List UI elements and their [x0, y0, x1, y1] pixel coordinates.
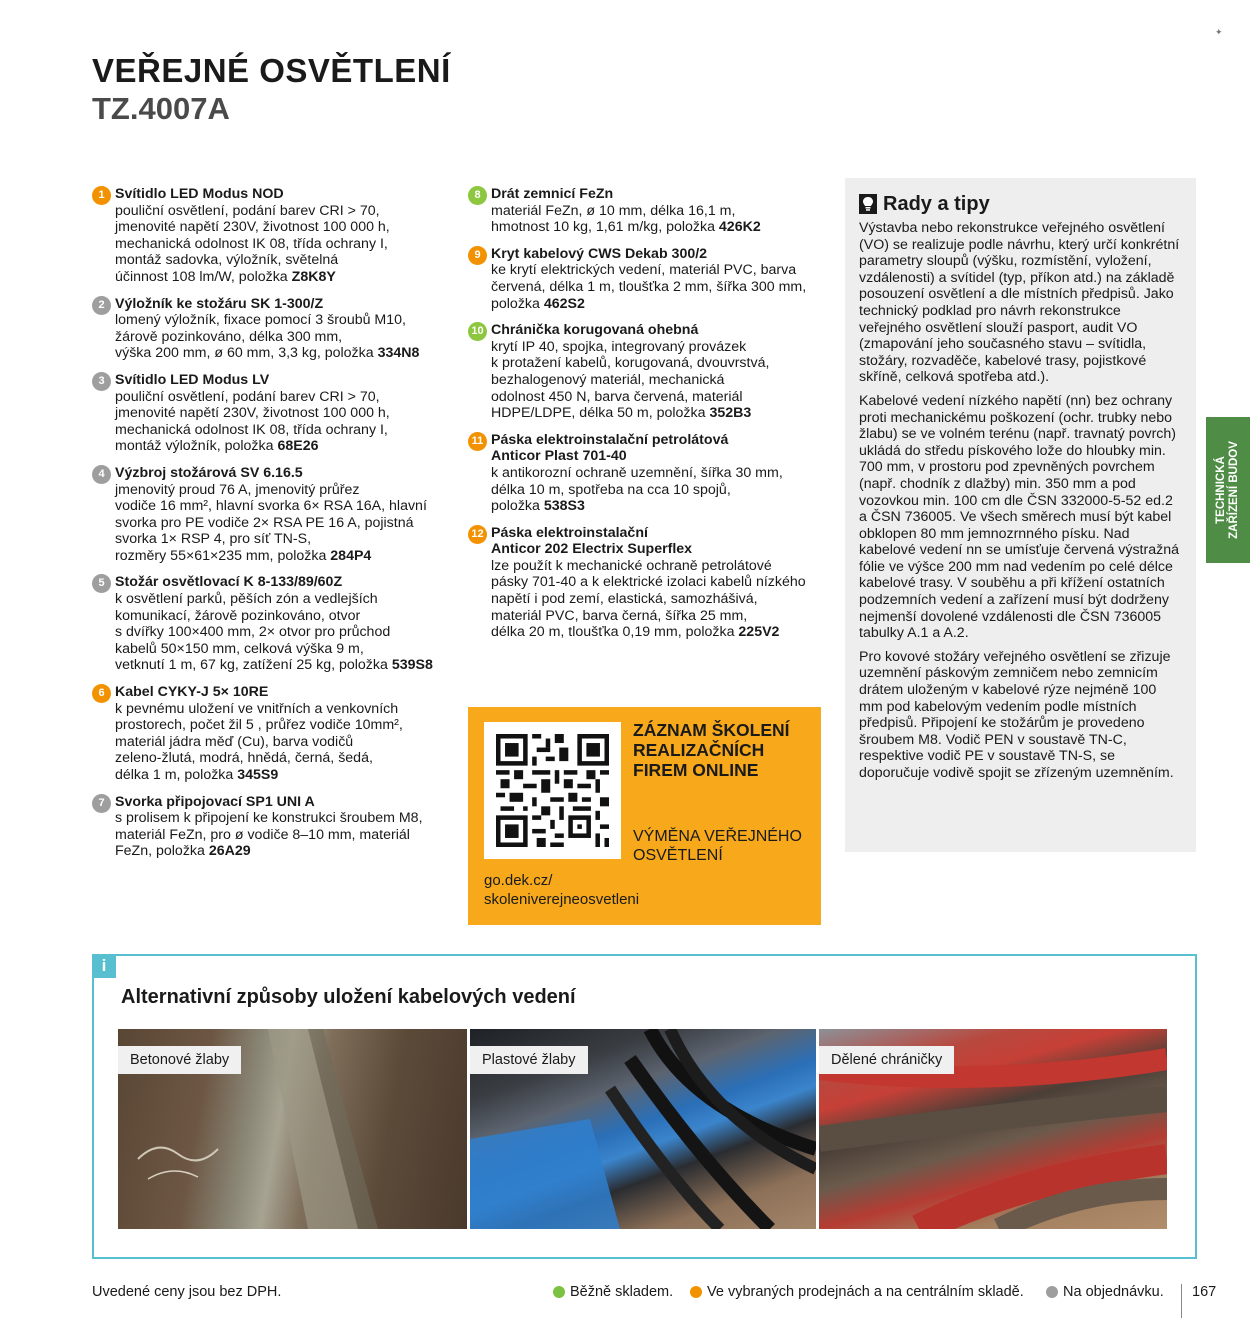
left-product-column	[92, 186, 452, 870]
page-title: VEŘEJNÉ OSVĚTLENÍ	[92, 52, 451, 89]
green-dot-icon	[553, 1286, 565, 1298]
item-number-badge: 9	[468, 246, 487, 265]
qr-code-icon	[496, 734, 609, 847]
product-title: Drát zemnicí FeZn	[491, 186, 614, 202]
product-title: Svorka připojovací SP1 UNI A	[115, 793, 315, 810]
legend-label: Na objednávku.	[1063, 1284, 1164, 1300]
product-title: Svítidlo LED Modus NOD	[115, 186, 284, 202]
product-code: 352B3	[709, 405, 752, 422]
item-number-badge: 10	[468, 322, 487, 341]
grey-dot-icon	[1046, 1286, 1058, 1298]
product-code: 345S9	[237, 767, 279, 783]
product-item-3	[92, 372, 452, 455]
product-description: krytí IP 40, spojka, integrovaný provázek k protažení kabelů, korugovaná, dvouvrstvá, bezhalogenový materiál, mechanická odolnost 450 N, barva červená, materiál HDPE/LDPE, délka 50 m, položka	[491, 338, 770, 422]
training-promo-box[interactable]	[468, 707, 821, 925]
legend-selected-stores	[690, 1284, 1024, 1300]
product-item-5	[92, 574, 452, 674]
product-item-6	[92, 684, 452, 784]
product-title: Svítidlo LED Modus LV	[115, 371, 270, 388]
section-side-tab[interactable]	[1206, 417, 1250, 563]
product-item-7	[92, 794, 452, 860]
legend-label: Běžně skladem.	[570, 1284, 674, 1300]
corner-logo: ✦	[1215, 27, 1223, 37]
product-description: k osvětlení parků, pěších zón a vedlejších komunikací, žárově pozinkováno, otvor s dvířky 100×400 mm, 2× otvor pro průchod kabelů 50×150 mm, celková výška 9 m, vetknutí 1 m, 67 kg, zatížení 25 kg, položka	[115, 591, 391, 674]
promo-link[interactable]: go.dek.cz/ skoleniverejneosvetleni	[484, 872, 640, 908]
tips-paragraph: Pro kovové stožáry veřejného osvětlení se zřizuje uzemnění páskovým zemničem nebo zemnicím drátem uloženým v kabelové rýze nejméně 100 mm pod kabelovým vedením podle místních předpisů. Připojení ke stožárům je provedeno šroubem M8. Vodič PEN v soustavě TN-C, respektive vodič PE v soustavě TN-S, se doporučuje vodivě spojit se zřízeným uzemněním.	[859, 648, 1174, 781]
tips-paragraph: Kabelové vedení nízkého napětí (nn) bez ochrany proti mechanickému poškození (ochr. trubky nebo žlabu) se ve volném terénu (např. travnatý povrch) ukládá do středu pískového lože do hloubky min. 700 mm, v prostoru pod zpevněných povrchem (např. chodník z dlažby) min. 350 mm a pod vozovkou min. 100 cm dle ČSN 332000-5-52 ed.2 a ČSN 736005. Ve všech směrech musí být kabel obklopen 80 mm jemnozrnného písku. Nad kabelové vedení nn se umísťuje červená výstražná fólie ve výšce 200 mm nad vedením po celé délce kabelové trasy. V souběhu a při křížení ostatních podzemních vedení a zařízení musí být dodrženy nejmenší dovolené vzdálenosti dle ČSN 736005 tabulky A.1 a A.2.	[859, 392, 1179, 642]
side-tab-label: TECHNICKÁ ZAŘÍZENÍ BUDOV	[1215, 441, 1240, 539]
legend-label: Ve vybraných prodejnách a na centrálním skladě.	[707, 1284, 1024, 1300]
product-title: Chránička korugovaná ohebná	[491, 322, 699, 339]
photo-plastic-troughs	[470, 1029, 816, 1229]
product-description: lomený výložník, fixace pomocí 3 šroubů M10, žárově pozinkováno, délka 300 mm, výška 200 mm, ø 60 mm, 3,3 kg, položka	[115, 312, 406, 362]
product-description: pouliční osvětlení, podání barev CRI > 70, jmenovité napětí 230V, životnost 100 000 h, mechanická odolnost IK 08, třída ochrany I, montáž sadovka, výložník, světelná účinnost 108 lm/W, položka	[115, 202, 390, 285]
product-code: 539S8	[391, 657, 433, 674]
product-description: k pevnému uložení ve vnitřních a venkovních prostorech, počet žil 5 , průřez vodiče 10mm², materiál jádra měď (Cu), barva vodičů zeleno-žlutá, modrá, hnědá, černá, šedá, délka 1 m, položka	[115, 700, 403, 783]
product-code: 68E26	[277, 438, 319, 455]
footer-divider	[1181, 1284, 1182, 1318]
product-code: 225V2	[738, 624, 780, 641]
item-number-badge: 11	[468, 432, 487, 451]
tips-title: Rady a tipy	[883, 192, 990, 215]
cable-laying-infobox	[92, 954, 1197, 1259]
item-number-badge: 6	[92, 684, 111, 703]
product-code: 462S2	[543, 295, 585, 312]
lightbulb-icon	[859, 194, 877, 214]
product-item-12	[468, 525, 828, 641]
tips-paragraph: Výstavba nebo rekonstrukce veřejného osvětlení (VO) se realizuje podle návrhu, který určí konkrétní parametry sloupů (výšku, rozmístění, vyložení, vzdálenosti) a svítidel (typ, příkon atd.) na základě posouzení osvětlení a dle místních předpisů. Jako technický podklad pro návrh rekonstrukce veřejného osvětlení slouží pasport, audit VO (zmapování jeho současného stavu – svítidla, stožáry, rozvaděče, kabelové trasy, pojistkové skříně, celková spotřeba atd.).	[859, 220, 1180, 386]
product-item-10	[468, 322, 828, 422]
product-description: pouliční osvětlení, podání barev CRI > 70, jmenovité napětí 230V, životnost 100 000 h, mechanická odolnost IK 08, třída ochrany I, montáž výložník, položka	[115, 388, 390, 455]
product-item-11	[468, 432, 828, 515]
product-code: 426K2	[718, 219, 761, 236]
photo-label: Betonové žlaby	[118, 1046, 241, 1074]
item-number-badge: 5	[92, 574, 111, 593]
product-description: s prolisem k připojení ke konstrukci šroubem M8, materiál FeZn, pro ø vodiče 8–10 mm, materiál FeZn, položka	[115, 810, 423, 860]
page-number: 167	[1192, 1284, 1217, 1300]
legend-on-order	[1046, 1284, 1164, 1300]
item-number-badge: 2	[92, 296, 111, 315]
product-description: materiál FeZn, ø 10 mm, délka 16,1 m, hmotnost 10 kg, 1,61 m/kg, položka	[491, 202, 736, 236]
item-number-badge: 8	[468, 186, 487, 205]
item-number-badge: 3	[92, 372, 111, 391]
qr-code[interactable]	[484, 722, 621, 859]
product-code: 334N8	[377, 345, 420, 362]
product-code: 538S3	[543, 498, 585, 515]
promo-subtitle: VÝMĚNA VEŘEJNÉHO OSVĚTLENÍ	[633, 828, 802, 864]
product-title: Výložník ke stožáru SK 1-300/Z	[115, 295, 324, 312]
item-number-badge: 1	[92, 186, 111, 205]
orange-dot-icon	[690, 1286, 702, 1298]
product-title: Páska elektroinstalační petrolátová Anticor Plast 701-40	[491, 431, 729, 465]
item-number-badge: 4	[92, 465, 111, 484]
promo-title: ZÁZNAM ŠKOLENÍ REALIZAČNÍCH FIREM ONLINE	[633, 720, 790, 780]
product-description: lze použít k mechanické ochraně petrolátové pásky 701-40 a k elektrické izolaci kabelů nízkého napětí i pod zemí, elastická, samozhášivá, materiál PVC, barva černá, šířka 25 mm, délka 20 m, tloušťka 0,19 mm, položka	[491, 557, 806, 641]
product-item-4	[92, 465, 452, 565]
middle-product-column	[468, 186, 828, 651]
product-title: Kryt kabelový CWS Dekab 300/2	[491, 245, 708, 262]
product-description: jmenovitý proud 76 A, jmenovitý průřez vodiče 16 mm², hlavní svorka 6× RSA 16A, hlavní svorka pro PE vodiče 2× RSA PE 16 A, pojistná svorka 1× RSP 4, pro síť TN-S, rozměry 55×61×235 mm, položka	[115, 481, 427, 564]
product-description: k antikorozní ochraně uzemnění, šířka 30 mm, délka 10 m, spotřeba na cca 10 spojů, položka	[491, 464, 783, 515]
product-code: 26A29	[208, 843, 251, 860]
product-title: Výzbroj stožárová SV 6.16.5	[115, 464, 303, 481]
legend-in-stock	[553, 1284, 673, 1300]
product-title: Stožár osvětlovací K 8-133/89/60Z	[115, 574, 343, 591]
product-code: 284P4	[330, 547, 372, 564]
photo-label: Plastové žlaby	[470, 1046, 588, 1074]
product-code: Z8K8Y	[291, 268, 336, 285]
item-number-badge: 12	[468, 525, 487, 544]
product-item-2	[92, 296, 452, 362]
tips-panel	[845, 178, 1196, 852]
tips-header	[859, 194, 1182, 214]
product-item-8	[468, 186, 828, 236]
price-note: Uvedené ceny jsou bez DPH.	[92, 1284, 282, 1300]
page-subtitle: TZ.4007A	[92, 91, 230, 126]
infobox-title: Alternativní způsoby uložení kabelových vedení	[121, 986, 576, 1008]
photo-label: Dělené chráničky	[819, 1046, 954, 1074]
item-number-badge: 7	[92, 794, 111, 813]
photo-concrete-troughs	[118, 1029, 467, 1229]
product-item-1	[92, 186, 452, 286]
product-item-9	[468, 246, 828, 312]
product-description: ke krytí elektrických vedení, materiál PVC, barva červená, délka 1 m, tloušťka 2 mm, šířka 300 mm, položka	[491, 262, 807, 312]
photo-split-conduits	[819, 1029, 1167, 1229]
product-title: Páska elektroinstalační Anticor 202 Electrix Superflex	[491, 524, 693, 558]
product-title: Kabel CYKY-J 5× 10RE	[115, 684, 269, 701]
info-icon: i	[92, 954, 116, 978]
